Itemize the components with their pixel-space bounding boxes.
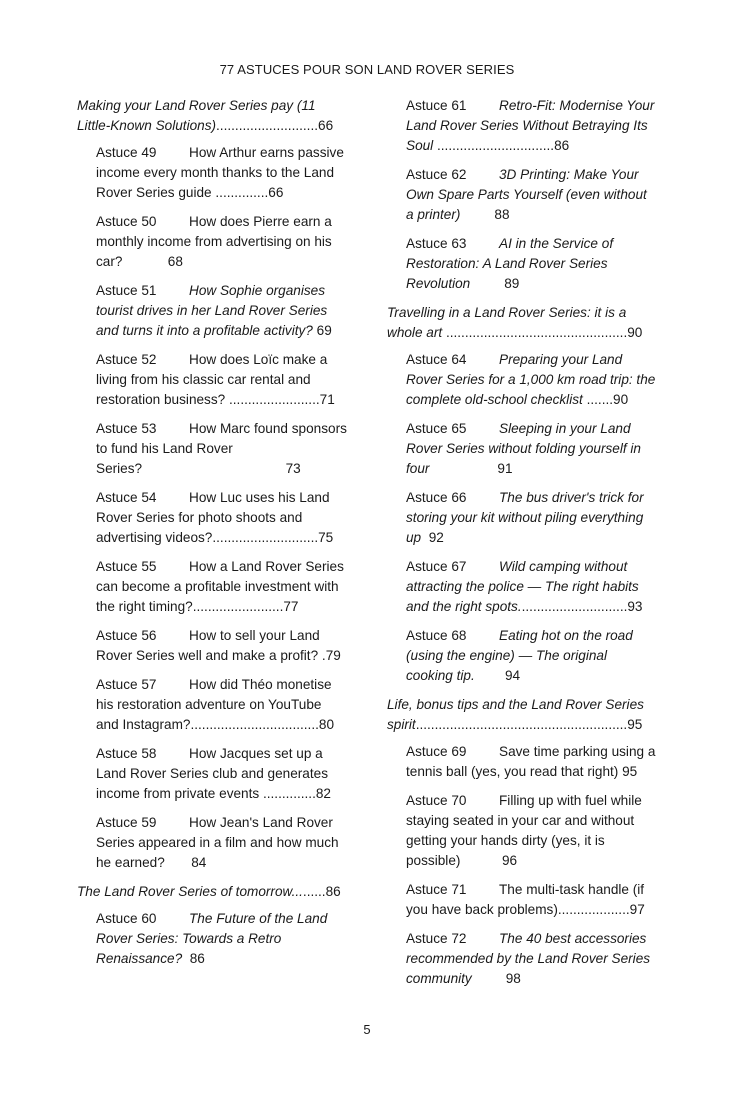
toc-page-number: 71 xyxy=(319,392,335,407)
toc-entry-label: Astuce 69 xyxy=(406,744,467,759)
toc-entry-title: Save time parking using a tennis ball (yes, you read that right) xyxy=(406,744,656,779)
toc-leader: ............................ xyxy=(212,530,319,545)
toc-entry[interactable] xyxy=(406,488,657,548)
toc-chapter[interactable] xyxy=(387,695,657,735)
toc-entry-title: Sleeping in your Land Rover Series without folding yourself in four xyxy=(406,421,641,476)
toc-page-number: 82 xyxy=(315,786,331,801)
toc-entry-title: Wild camping without attracting the police — The right habits and the right spots. xyxy=(406,559,639,614)
toc-page-number: 77 xyxy=(283,599,299,614)
toc-entry-label: Astuce 50 xyxy=(96,214,157,229)
toc-entry[interactable] xyxy=(406,557,657,617)
toc-leader: ...... xyxy=(302,884,326,899)
toc-entry-title: How did Théo monetise his restoration adventure on YouTube and Instagram? xyxy=(96,677,332,732)
toc-page-number: 89 xyxy=(504,276,520,291)
toc-leader xyxy=(472,971,506,986)
toc-entry-title: How Arthur earns passive income every month thanks to the Land Rover Series guide xyxy=(96,145,344,200)
toc-page-number: 88 xyxy=(494,207,510,222)
toc-chapter-title: Travelling in a Land Rover Series: it is a whole art xyxy=(387,305,627,340)
toc-entry-title: The bus driver's trick for storing your kit without piling everything up xyxy=(406,490,644,545)
toc-entry-label: Astuce 52 xyxy=(96,352,157,367)
toc-chapter-title: Making your Land Rover Series pay (11 Little-Known Solutions) xyxy=(77,98,316,133)
toc-leader: ....... xyxy=(582,392,614,407)
running-head: 77 ASTUCES POUR SON LAND ROVER SERIES xyxy=(219,62,515,77)
toc-leader xyxy=(460,207,494,222)
toc-chapter[interactable] xyxy=(77,96,347,136)
toc-leader xyxy=(165,855,191,870)
toc-entry[interactable] xyxy=(406,165,657,225)
toc-entry[interactable] xyxy=(406,626,657,686)
toc-page-number: 68 xyxy=(167,254,183,269)
toc-entry-label: Astuce 56 xyxy=(96,628,157,643)
toc-entry-title: How Marc found sponsors to fund his Land Rover Series? xyxy=(96,421,347,476)
toc-entry-title: How a Land Rover Series can become a profitable investment with the right timing? xyxy=(96,559,344,614)
toc-page-number: 80 xyxy=(318,717,335,732)
toc-entry[interactable] xyxy=(406,419,657,479)
toc-page-number: 69 xyxy=(316,323,332,338)
toc-entry-title: The Future of the Land Rover Series: Towards a Retro Renaissance? xyxy=(96,911,328,966)
toc-entry-label: Astuce 62 xyxy=(406,167,467,182)
toc-leader xyxy=(460,853,502,868)
toc-entry[interactable] xyxy=(96,143,347,203)
toc-page-number: 86 xyxy=(189,951,205,966)
toc-entry-label: Astuce 53 xyxy=(96,421,157,436)
toc-page-number: 92 xyxy=(428,530,444,545)
toc-entry[interactable] xyxy=(406,880,657,920)
toc-entry[interactable] xyxy=(406,350,657,410)
toc-entry[interactable] xyxy=(96,557,347,617)
toc-entry-title: 3D Printing: Make Your Own Spare Parts Yourself (even without a printer) xyxy=(406,167,647,222)
toc-entry[interactable] xyxy=(96,675,347,735)
toc-leader: ........................ xyxy=(192,599,284,614)
toc-page-number: 96 xyxy=(501,853,518,868)
toc-leader: . xyxy=(318,648,326,663)
toc-entry-label: Astuce 54 xyxy=(96,490,157,505)
toc-leader xyxy=(429,461,497,476)
toc-entry-label: Astuce 60 xyxy=(96,911,157,926)
toc-entry-label: Astuce 49 xyxy=(96,145,157,160)
toc-entry-label: Astuce 67 xyxy=(406,559,467,574)
toc-entry[interactable] xyxy=(96,281,347,341)
toc-leader: .............. xyxy=(259,786,316,801)
toc-page-number: 84 xyxy=(191,855,207,870)
toc-entry[interactable] xyxy=(406,929,657,989)
toc-entry[interactable] xyxy=(96,626,347,666)
toc-entry-title: How Luc uses his Land Rover Series for photo shoots and advertising videos? xyxy=(96,490,330,545)
toc-page-number: 98 xyxy=(505,971,521,986)
toc-entry-label: Astuce 55 xyxy=(96,559,157,574)
toc-entry-title: Preparing your Land Rover Series for a 1,000 km road trip: the complete old-school checklist xyxy=(406,352,656,407)
toc-page-number: 75 xyxy=(318,530,334,545)
toc-entry-title: The multi-task handle (if you have back problems) xyxy=(406,882,645,917)
toc-entry-title: How does Loïc make a living from his classic car rental and restoration business? xyxy=(96,352,328,407)
toc-page-number: 94 xyxy=(504,668,521,683)
toc-entry[interactable] xyxy=(96,419,347,479)
toc-entry-title: How Sophie organises tourist drives in her Land Rover Series and turns it into a profitable activity? xyxy=(96,283,328,338)
toc-entry[interactable] xyxy=(96,212,347,272)
toc-entry[interactable] xyxy=(96,813,347,873)
toc-page-number: 95 xyxy=(622,764,638,779)
toc-leader: ........................... xyxy=(216,118,319,133)
toc-entry[interactable] xyxy=(406,791,657,871)
toc-page-number: 86 xyxy=(325,884,341,899)
toc-page-number: 73 xyxy=(285,461,301,476)
toc-entry-title: Retro-Fit: Modernise Your Land Rover Series Without Betraying Its Soul xyxy=(406,98,655,153)
toc-entry-label: Astuce 70 xyxy=(406,793,467,808)
toc-page-number: 90 xyxy=(613,392,629,407)
toc-entry[interactable] xyxy=(406,96,657,156)
toc-entry-label: Astuce 66 xyxy=(406,490,467,505)
toc-entry-title: How does Pierre earn a monthly income from advertising on his car? xyxy=(96,214,332,269)
toc-entry-title: The 40 best accessories recommended by the Land Rover Series community xyxy=(406,931,651,986)
toc-entry-label: Astuce 59 xyxy=(96,815,157,830)
toc-entry[interactable] xyxy=(406,742,657,782)
toc-entry[interactable] xyxy=(96,744,347,804)
toc-leader: ............................... xyxy=(433,138,555,153)
toc-leader xyxy=(421,530,429,545)
toc-page-number: 91 xyxy=(497,461,513,476)
toc-entry[interactable] xyxy=(96,350,347,410)
toc-chapter-title: The Land Rover Series of tomorrow... xyxy=(77,884,303,899)
toc-leader: ........................ xyxy=(225,392,320,407)
toc-leader: .............. xyxy=(211,185,269,200)
toc-leader: ................... xyxy=(557,902,630,917)
toc-entry-title: How Jacques set up a Land Rover Series club and generates income from private events xyxy=(96,746,328,801)
toc-page-number: 95 xyxy=(627,717,643,732)
toc-leader xyxy=(470,276,504,291)
toc-entry[interactable] xyxy=(96,909,347,969)
toc-page-number: 93 xyxy=(627,599,643,614)
toc-entry-label: Astuce 63 xyxy=(406,236,467,251)
toc-entry-label: Astuce 58 xyxy=(96,746,157,761)
toc-leader xyxy=(122,254,167,269)
toc-entry-label: Astuce 51 xyxy=(96,283,157,298)
toc-column-left xyxy=(77,96,347,978)
toc-leader xyxy=(475,668,505,683)
toc-entry-label: Astuce 61 xyxy=(406,98,467,113)
toc-column-right xyxy=(387,96,657,998)
toc-page-number: 97 xyxy=(629,902,645,917)
toc-leader: ............................ xyxy=(521,599,628,614)
toc-page-number: 79 xyxy=(325,648,341,663)
toc-entry-label: Astuce 68 xyxy=(406,628,467,643)
toc-chapter[interactable] xyxy=(77,882,347,902)
toc-chapter[interactable] xyxy=(387,303,657,343)
toc-leader: ................................................ xyxy=(442,325,628,340)
toc-entry-label: Astuce 71 xyxy=(406,882,467,897)
toc-entry-label: Astuce 64 xyxy=(406,352,467,367)
toc-page-number: 90 xyxy=(627,325,643,340)
toc-entry-title: How to sell your Land Rover Series well and make a profit? xyxy=(96,628,320,663)
toc-entry-title: How Jean's Land Rover Series appeared in a film and how much he earned? xyxy=(96,815,339,870)
toc-chapter-title: Life, bonus tips and the Land Rover Series spirit xyxy=(387,697,644,732)
toc-entry-label: Astuce 65 xyxy=(406,421,467,436)
toc-page-number: 86 xyxy=(554,138,570,153)
toc-entry-title: Eating hot on the road (using the engine) — The original cooking tip. xyxy=(406,628,633,683)
toc-entry-title: AI in the Service of Restoration: A Land Rover Series Revolution xyxy=(406,236,614,291)
toc-leader xyxy=(182,951,190,966)
toc-leader xyxy=(142,461,286,476)
toc-entry-title: Filling up with fuel while staying seated in your car and without getting your hands dirty (yes, it is possible) xyxy=(406,793,642,868)
page-number: 5 xyxy=(363,1022,371,1037)
toc-page-number: 66 xyxy=(268,185,284,200)
toc-entry[interactable] xyxy=(96,488,347,548)
toc-entry-label: Astuce 57 xyxy=(96,677,157,692)
toc-leader: .................................. xyxy=(190,717,319,732)
toc-leader: ........................................................ xyxy=(415,717,628,732)
toc-entry[interactable] xyxy=(406,234,657,294)
toc-entry-label: Astuce 72 xyxy=(406,931,467,946)
toc-page-number: 66 xyxy=(318,118,334,133)
